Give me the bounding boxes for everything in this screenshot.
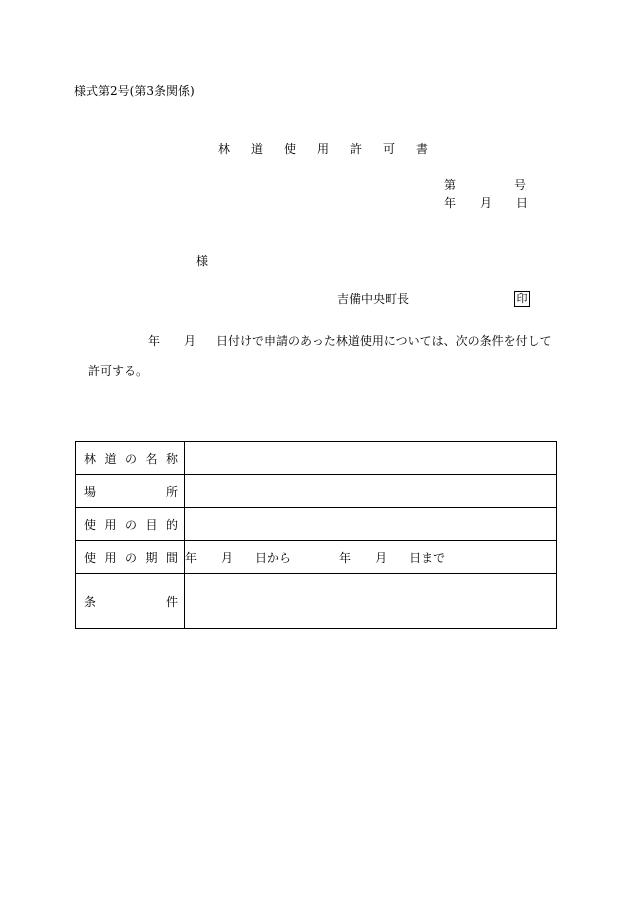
seal-mark: 印: [514, 291, 530, 307]
row-label-conditions: 条件: [76, 574, 185, 629]
body-text-line-1: [148, 334, 552, 348]
issuer-name: 吉備中央町長: [337, 292, 410, 306]
row-label-purpose: 使用の目的: [76, 508, 185, 541]
number-prefix: 第: [444, 178, 457, 192]
row-label-period: 使用の期間: [76, 541, 185, 574]
period-day-from: 日から: [255, 550, 292, 565]
body-month: 月: [184, 334, 197, 348]
row-label-location: 場所: [76, 475, 185, 508]
date-month: 月: [480, 196, 493, 210]
document-number-line: [444, 178, 526, 192]
row-value-location: [185, 475, 557, 508]
body-year: 年: [148, 334, 161, 348]
table-row: [76, 541, 557, 574]
row-value-purpose: [185, 508, 557, 541]
period-year-until: 年: [339, 550, 352, 565]
period-year-from: 年: [185, 550, 198, 565]
date-year: 年: [444, 196, 457, 210]
table-row: [76, 574, 557, 629]
date-day: 日: [516, 196, 529, 210]
document-title: 林道使用許可書: [218, 142, 450, 156]
form-number: 様式第2号(第3条関係): [74, 84, 195, 98]
permit-details-table: [75, 441, 557, 629]
body-text-line-2: 許可する。: [88, 364, 149, 378]
table-row: [76, 475, 557, 508]
table-row: [76, 442, 557, 475]
number-suffix: 号: [514, 178, 527, 192]
row-value-period: [185, 541, 557, 574]
row-label-road-name: 林道の名称: [76, 442, 185, 475]
row-value-conditions: [185, 574, 557, 629]
table-row: [76, 508, 557, 541]
body-rest: 日付けで申請のあった林道使用については、次の条件を付して: [216, 334, 552, 348]
period-month-from: 月: [221, 550, 234, 565]
row-value-road-name: [185, 442, 557, 475]
issue-date-line: [444, 196, 528, 210]
addressee-suffix: 様: [196, 254, 209, 268]
period-day-until: 日まで: [409, 550, 446, 565]
period-month-until: 月: [375, 550, 388, 565]
